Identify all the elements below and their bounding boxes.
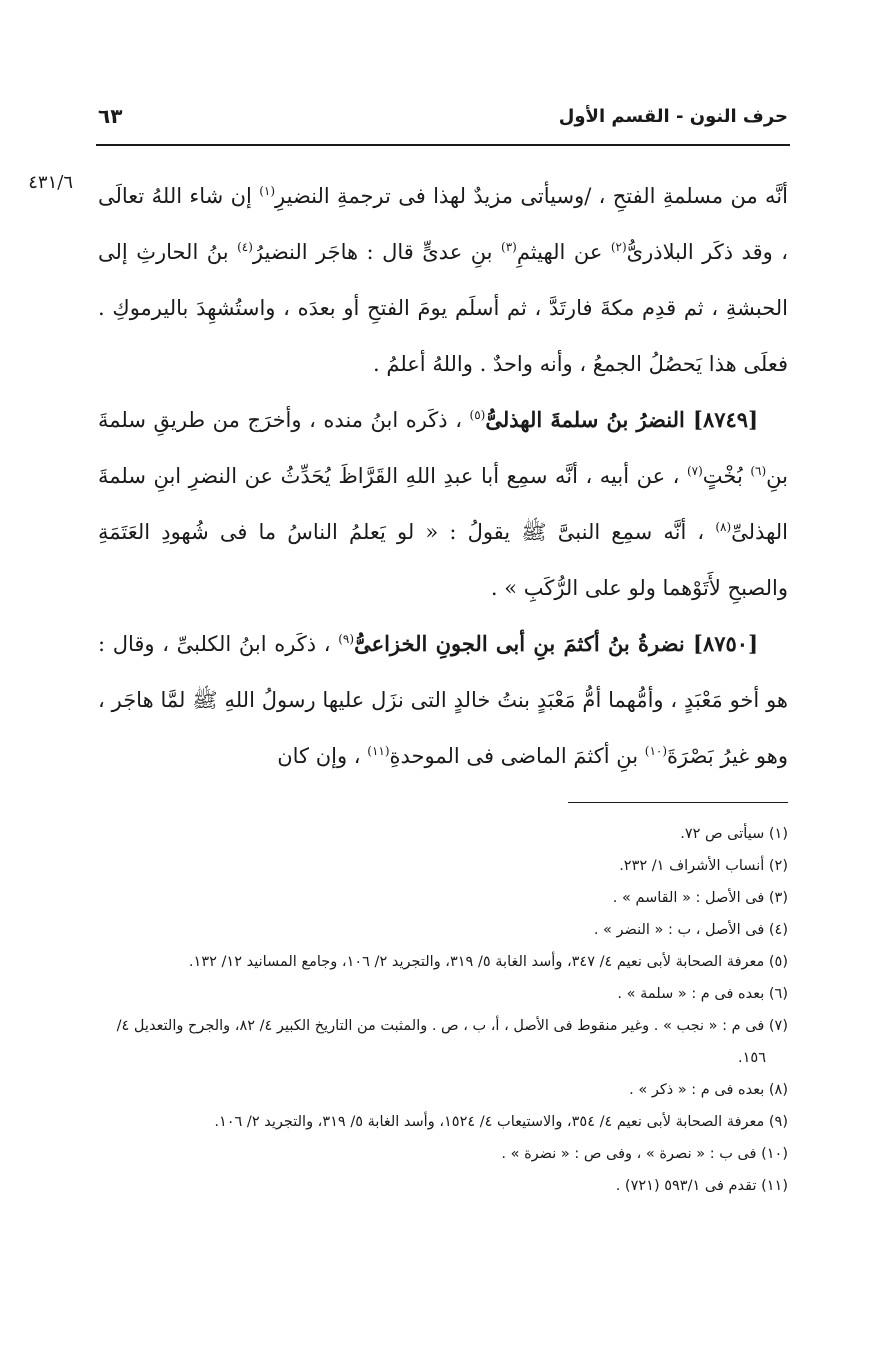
text-run: بنِ عدىٍّ قال : هاجَر النضيرُ [252, 240, 501, 264]
running-title: حرف النون - القسم الأول [558, 105, 788, 127]
footnote-ref-4: (٤) [237, 240, 253, 254]
footnote-9: (٩) معرفة الصحابة لأبى نعيم ٤/ ٣٥٤، والاستيعاب ٤/ ١٥٢٤، وأسد الغابة ٥/ ٣١٩، والتجريد ٢/ ١٠٦. [214, 1114, 788, 1130]
footnote-ref-8: (٨) [715, 520, 732, 534]
footnote-ref-9: (٩) [338, 632, 355, 646]
footnote-3: (٣) فى الأصل : « القاسم » . [612, 890, 788, 906]
entry-number: [٨٧٤٩] [693, 407, 758, 432]
footnote-ref-11: (١١) [367, 744, 390, 758]
text-run: ، وإن كان [277, 744, 368, 768]
text-run: ، ذكَره ابنُ منده ، وأخرَج من طريقِ سلمةَ بنِ [98, 408, 788, 488]
footnote-8: (٨) بعده فى م : « ذكر » . [629, 1082, 788, 1098]
margin-volume-reference: ٤٣١/٦ [28, 172, 73, 193]
footnote-ref-10: (١٠) [644, 744, 668, 758]
text-run: بنُ الحارثِ إلى الحبشةِ ، ثم قدِم مكةَ فارتَدَّ ، ثم أسلَم يومَ الفتحِ أو بعدَه ، واستُشهِدَ باليرموكِ . فعلَى هذا يَحصُلُ الجمعُ ، وأنه واحدٌ . واللهُ أعلمُ . [98, 240, 788, 376]
footnote-separator [568, 802, 788, 803]
footnote-ref-3: (٣) [501, 240, 517, 254]
paragraph-continuation [98, 168, 788, 392]
footnote-ref-2: (٢) [610, 240, 627, 254]
entry-name: نضرةُ بنُ أكثمَ بنِ أبى الجونِ الخزاعىُّ [354, 631, 693, 656]
footnote-4: (٤) فى الأصل ، ب : « النضر » . [593, 922, 788, 938]
text-run: ، ذكَره ابنُ الكلبىِّ ، وقال : هو أخو مَعْبَدٍ ، وأمُّهما أمُّ مَعْبَدٍ بنتُ خالدٍ التى نزَل عليها رسولُ اللهِ ﷺ لمَّا هاجَر ، وهو غيرُ بَصْرَةَ [98, 632, 788, 768]
text-run: عن الهيثمِ [516, 240, 611, 264]
entry-8749 [98, 392, 788, 616]
footnote-ref-6: (٦) [750, 464, 767, 478]
entry-name: النضرُ بنُ سلمةَ الهذلىُّ [485, 407, 693, 432]
footnote-ref-5: (٥) [469, 408, 486, 422]
footnote-10: (١٠) فى ب : « نصرة » ، وفى ص : « نضرة » . [501, 1146, 788, 1162]
footnotes [98, 818, 788, 1202]
footnote-1: (١) سيأتى ص ٧٢. [680, 826, 788, 842]
entry-8750 [98, 616, 788, 784]
main-text [98, 168, 788, 784]
page-header [98, 96, 788, 136]
text-run: ، عن أبيه ، أنَّه سمِع أبا عبدِ اللهِ القَرَّاظَ يُحَدِّثُ عن النضرِ ابنِ سلمةَ الهذلىِّ [98, 464, 788, 544]
footnote-11: (١١) تقدم فى ٥٩٣/١ (٧٢١) . [615, 1178, 788, 1194]
header-rule [96, 144, 790, 146]
page-number: ٦٣ [98, 104, 123, 128]
footnote-ref-7: (٧) [686, 464, 703, 478]
text-run: بنِ أكثمَ الماضى فى الموحدةِ [389, 744, 645, 768]
footnote-ref-1: (١) [259, 184, 276, 198]
text-run: ، أنَّه سمِع النبىَّ ﷺ يقولُ : « لو يَعلمُ الناسُ ما فى شُهودِ العَتَمَةِ والصبحِ لأَتَوْهما ولو على الرُّكَبِ » . [98, 520, 788, 600]
footnote-5: (٥) معرفة الصحابة لأبى نعيم ٤/ ٣٤٧، وأسد الغابة ٥/ ٣١٩، والتجريد ٢/ ١٠٦، وجامع المسانيد ١٢/ ١٣٢. [188, 954, 788, 970]
footnote-6: (٦) بعده فى م : « سلمة » . [617, 986, 788, 1002]
text-run: إن شاء اللهُ تعالَى ، وقد ذكَر البلاذرىُّ [98, 184, 789, 264]
text-run: بُخْتٍ [702, 464, 751, 488]
footnote-7: (٧) فى م : « نجب » . وغير منقوط فى الأصل ، أ، ب ، ص . والمثبت من التاريخ الكبير ٤/ ٨٢، والجرح والتعديل ٤/ ١٥٦. [116, 1018, 788, 1066]
text-run: أنَّه من مسلمةِ الفتحِ ، /وسيأتى مزيدٌ لهذا فى ترجمةِ النضيرِ [275, 184, 788, 208]
footnote-2: (٢) أنساب الأشراف ١/ ٢٣٢. [619, 858, 788, 874]
entry-number: [٨٧٥٠] [693, 631, 758, 656]
